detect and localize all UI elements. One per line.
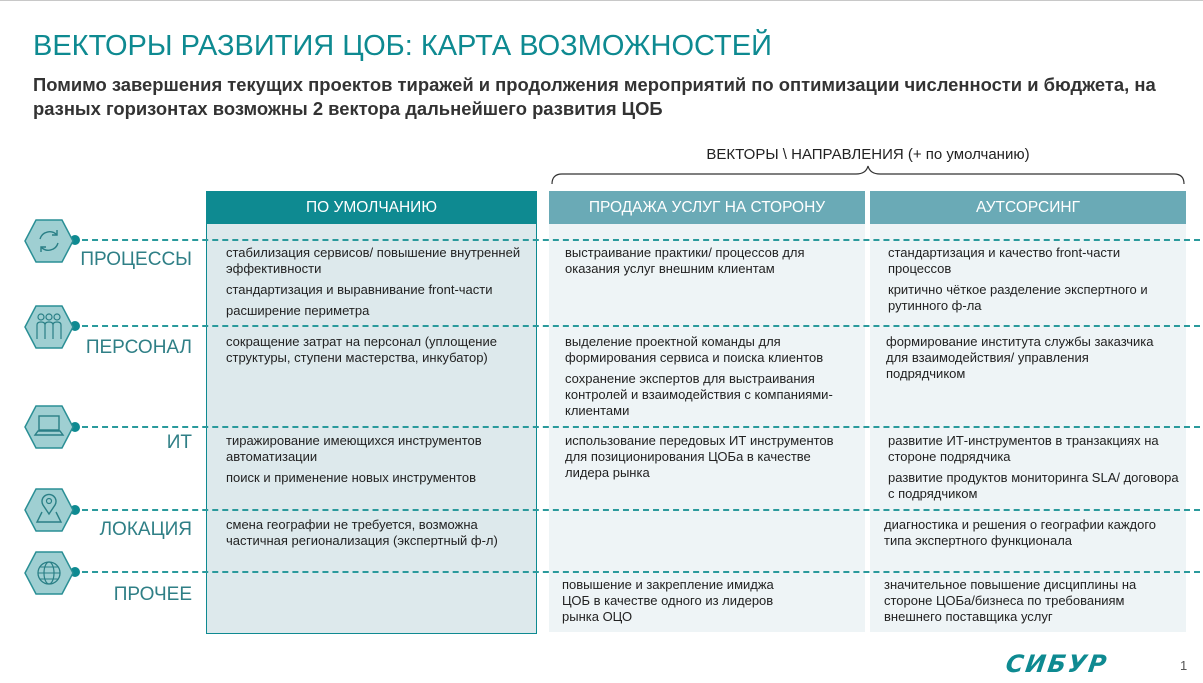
cell-item: формирование института службы заказчика для взаимодействия/ управления подрядчиком	[886, 334, 1154, 381]
cell-item: сокращение затрат на персонал (уплощение структуры, ступени мастерства, инкубатор)	[226, 334, 497, 365]
page-title: ВЕКТОРЫ РАЗВИТИЯ ЦОБ: КАРТА ВОЗМОЖНОСТЕЙ	[33, 30, 772, 62]
globe-icon	[24, 551, 74, 595]
cell-item: стандартизация и качество front-части процессов	[888, 245, 1121, 276]
cell-processes-default	[226, 245, 526, 324]
cell-item: тиражирование имеющихся инструментов автоматизации	[226, 433, 482, 464]
cell-item: повышение и закрепление имиджа ЦОБ в качестве одного из лидеров рынка ОЦО	[562, 577, 774, 624]
map-pin-icon	[24, 488, 74, 532]
page-number: 1	[1180, 658, 1188, 673]
row-divider	[72, 426, 1200, 428]
cell-it-outsourcing	[888, 433, 1183, 507]
sibur-logo: СИБУР	[1004, 650, 1111, 678]
row-divider	[72, 239, 1200, 241]
row-label-it: ИТ	[166, 432, 192, 453]
row-label-processes: ПРОЦЕССЫ	[80, 249, 192, 270]
cell-item: диагностика и решения о географии каждого типа экспертного функционала	[884, 517, 1157, 548]
cell-item: сохранение экспертов для выстраивания контролей и взаимодействия с компаниями-клиентами	[565, 371, 833, 418]
people-icon	[24, 305, 74, 349]
vectors-label: ВЕКТОРЫ \ НАПРАВЛЕНИЯ (+ по умолчанию)	[706, 146, 1030, 163]
row-divider	[72, 509, 1200, 511]
row-label-other: ПРОЧЕЕ	[113, 584, 192, 605]
cell-item: развитие ИТ-инструментов в транзакциях на стороне подрядчика	[888, 433, 1159, 464]
column-header-default: ПО УМОЛЧАНИЮ	[206, 191, 537, 224]
cell-item: смена географии не требуется, возможна частичная регионализация (экспертный ф-л)	[226, 517, 498, 548]
cell-item: стабилизация сервисов/ повышение внутренней эффективности	[226, 245, 521, 276]
cell-item: развитие продуктов мониторинга SLA/ договора с подрядчиком	[888, 470, 1179, 501]
cell-item: стандартизация и выравнивание front-части	[226, 282, 493, 297]
cell-item: критично чёткое разделение экспертного и рутинного ф-ла	[888, 282, 1148, 313]
cell-item: значительное повышение дисциплины на стороне ЦОБа/бизнеса по требованиям внешнего поставщика услуг	[884, 577, 1137, 624]
cell-personnel-outsourcing	[886, 334, 1156, 387]
cell-it-sale	[565, 433, 850, 486]
row-divider	[72, 571, 1200, 573]
cell-personnel-sale	[565, 334, 850, 424]
cell-item: поиск и применение новых инструментов	[226, 470, 476, 485]
cell-it-default	[226, 433, 526, 491]
curly-brace	[550, 164, 1186, 186]
cell-location-default	[226, 517, 526, 554]
refresh-icon	[24, 219, 74, 263]
top-divider	[0, 0, 1203, 1]
laptop-icon	[24, 405, 74, 449]
cell-item: выделение проектной команды для формирования сервиса и поиска клиентов	[565, 334, 824, 365]
row-divider	[72, 325, 1200, 327]
row-label-personnel: ПЕРСОНАЛ	[85, 337, 192, 358]
cell-processes-sale	[565, 245, 850, 282]
cell-other-sale	[562, 577, 782, 630]
cell-personnel-default	[226, 334, 526, 371]
cell-processes-outsourcing	[888, 245, 1178, 319]
row-label-location: ЛОКАЦИЯ	[99, 519, 192, 540]
page-subtitle: Помимо завершения текущих проектов тиражей и продолжения мероприятий по оптимизации численности и бюджета, на разных горизонтах возможны 2 вектора дальнейшего развития ЦОБ	[33, 74, 1156, 119]
cell-location-outsourcing	[884, 517, 1179, 554]
cell-item: использование передовых ИТ инструментов для позиционирования ЦОБа в качестве лидера рынка	[565, 433, 834, 480]
cell-item: выстраивание практики/ процессов для оказания услуг внешним клиентам	[565, 245, 805, 276]
column-header-sale: ПРОДАЖА УСЛУГ НА СТОРОНУ	[549, 191, 865, 224]
cell-other-outsourcing	[884, 577, 1179, 630]
column-header-outsourcing: АУТСОРСИНГ	[870, 191, 1186, 224]
cell-item: расширение периметра	[226, 303, 370, 318]
